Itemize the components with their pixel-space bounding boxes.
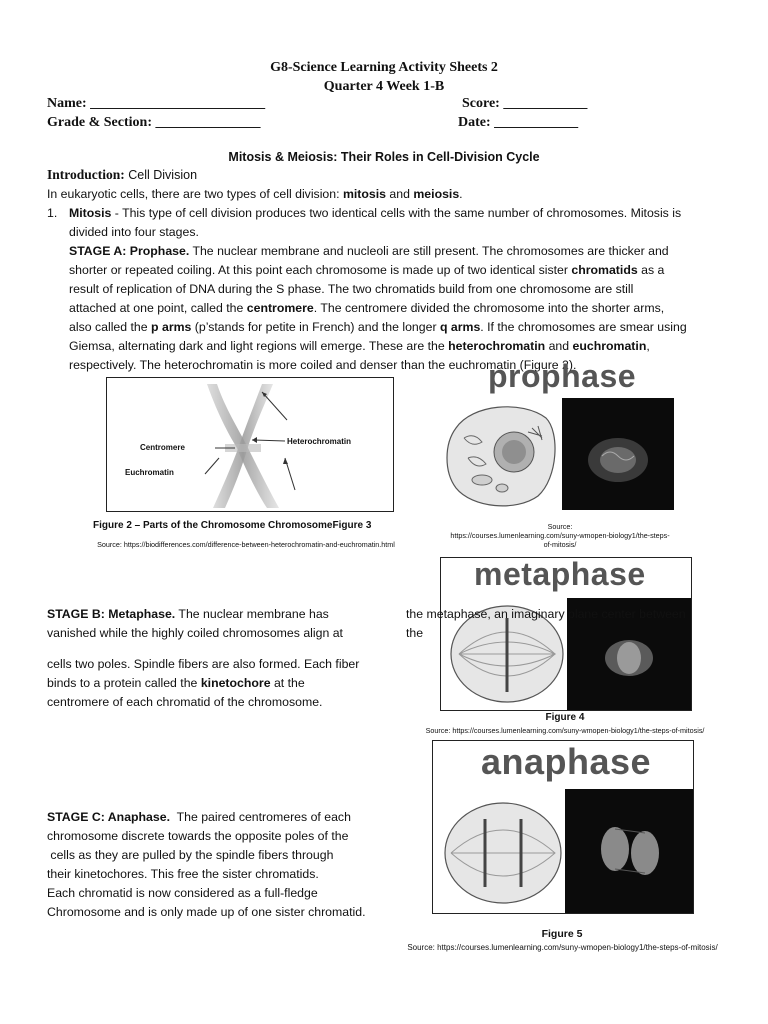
figure-2-caption: Figure 2 – Parts of the Chromosome ChromosomeFigure 3 xyxy=(93,520,372,531)
stage-c-line-4: their kinetochores. This free the sister chromatids. xyxy=(47,867,319,881)
anaphase-cell-svg xyxy=(441,793,565,911)
stage-a-text: . The centromere divided the chromosome into the shorter arms, xyxy=(313,301,665,315)
label-centromere: Centromere xyxy=(140,443,185,452)
stage-a-text: attached at one point, called the xyxy=(69,301,247,315)
stage-b-line-5: centromere of each chromatid of the chromosome. xyxy=(47,695,323,709)
metaphase-heading: metaphase xyxy=(474,557,646,592)
stage-a-line-2 xyxy=(69,261,727,280)
figure-3-source-l1: Source: xyxy=(547,522,573,531)
stage-b-line-3: cells two poles. Spindle fibers are also formed. Each fiber xyxy=(47,657,360,671)
mitosis-def: - This type of cell division produces two identical cells with the same number of chromosomes. Mitosis is xyxy=(111,206,682,220)
anaphase-micrograph-svg xyxy=(565,789,693,913)
stage-b-continued xyxy=(47,655,392,712)
stage-c-paragraph xyxy=(47,808,407,922)
term-heterochromatin: heterochromatin xyxy=(448,339,546,353)
stage-a-text: The nuclear membrane and nucleoli are still present. The chromosomes are thicker and xyxy=(189,244,669,258)
stage-a-text: and xyxy=(545,339,573,353)
stage-a-text: shorter or repeated coiling. At this point each chromosome is made up of two identical sister xyxy=(69,263,572,277)
stage-a-line-3: result of replication of DNA during the S phase. The two chromatids build from one chromosome are still xyxy=(69,282,634,296)
anaphase-heading: anaphase xyxy=(481,741,652,782)
anaphase-cell-drawing xyxy=(441,793,565,911)
term-p-arms: p arms xyxy=(151,320,192,334)
figure-4-source: Source: https://courses.lumenlearning.com/suny-wmopen-biology1/the-steps-of-mitosis/ xyxy=(425,726,705,735)
term-centromere: centromere xyxy=(246,301,314,315)
figure-4-caption: Figure 4 xyxy=(545,712,585,723)
date-field[interactable]: Date: ____________ xyxy=(458,115,579,130)
introduction-heading xyxy=(47,167,197,183)
stage-a-text: . If the chromosomes are smear using xyxy=(480,320,687,334)
stage-b-title: STAGE B: Metaphase. xyxy=(47,607,176,621)
term-kinetochore: kinetochore xyxy=(200,676,271,690)
stage-b-left xyxy=(47,605,392,643)
figure-2-source: Source: https://biodifferences.com/difference-between-heterochromatin-and-euchromatin.html xyxy=(97,540,395,549)
stage-b-right xyxy=(406,605,736,643)
figure-5-source: Source: https://courses.lumenlearning.com/suny-wmopen-biology1/the-steps-of-mitosis/ xyxy=(407,943,718,952)
prophase-heading: prophase xyxy=(488,358,637,394)
stage-b-text: binds to a protein called the xyxy=(47,676,201,690)
grade-section-field[interactable]: Grade & Section: _______________ xyxy=(47,115,261,130)
intro-paragraph xyxy=(47,185,737,204)
stage-c-line-6: Chromosome and is only made up of one sister chromatid. xyxy=(47,905,366,919)
term-mitosis-bold: Mitosis xyxy=(69,206,112,220)
sheet-title: G8-Science Learning Activity Sheets 2 xyxy=(270,60,498,75)
stage-b-right-line-1: the metaphase, an imaginary plane center between xyxy=(406,607,686,621)
stage-b-line-2: vanished while the highly coiled chromosomes align at xyxy=(47,626,343,640)
stage-b-text: The nuclear membrane has xyxy=(175,607,329,621)
stage-a-line-5 xyxy=(69,318,727,337)
intro-label: Introduction: xyxy=(47,167,125,182)
quarter-week: Quarter 4 Week 1-B xyxy=(323,79,445,94)
stage-c-line-1 xyxy=(47,808,407,827)
stage-a-line-7: respectively. The heterochromatin is more coiled and denser than the euchromatin (Figure 2). xyxy=(69,358,577,372)
figure-3-source-l2: https://courses.lumenlearning.com/suny-wmopen-biology1/the-steps- xyxy=(450,531,670,540)
stage-a-title: STAGE A: Prophase. xyxy=(69,244,190,258)
term-meiosis: meiosis xyxy=(413,187,460,201)
stage-c-line-3: cells as they are pulled by the spindle fibers through xyxy=(47,848,334,862)
stage-a-text: (p’stands for petite in French) and the longer xyxy=(191,320,440,334)
term-euchromatin: euchromatin xyxy=(572,339,647,353)
figure-5-anaphase xyxy=(432,740,694,914)
intro-and: and xyxy=(386,187,414,201)
intro-period: . xyxy=(459,187,463,201)
mitosis-line-1 xyxy=(69,204,727,223)
stage-c-text: The paired centromeres of each xyxy=(170,810,351,824)
term-chromatids: chromatids xyxy=(571,263,638,277)
figure-2-chromosome xyxy=(106,377,394,512)
name-field[interactable]: Name: _________________________ xyxy=(47,96,266,111)
label-heterochromatin: Heterochromatin xyxy=(287,437,352,446)
list-item-mitosis xyxy=(47,204,727,375)
prophase-cell-drawing xyxy=(442,398,560,510)
document-title: Mitosis & Meiosis: Their Roles in Cell-Division Cycle xyxy=(228,150,540,164)
figure-5-caption: Figure 5 xyxy=(541,928,583,940)
stage-b-line-4 xyxy=(47,674,392,693)
anaphase-micrograph xyxy=(565,789,693,913)
prophase-cell-svg xyxy=(442,398,560,510)
mitosis-line-2: divided into four stages. xyxy=(69,225,199,239)
stage-a-text: also called the xyxy=(69,320,152,334)
stage-a-line-1 xyxy=(69,242,727,261)
stage-a-line-6 xyxy=(69,337,727,356)
figure-3-source xyxy=(425,522,695,549)
label-euchromatin: Euchromatin xyxy=(125,468,174,477)
stage-c-line-5: Each chromatid is now considered as a full-fledge xyxy=(47,886,318,900)
score-field[interactable]: Score: ____________ xyxy=(462,96,588,111)
term-q-arms: q arms xyxy=(439,320,481,334)
stage-b-line-1 xyxy=(47,605,392,624)
intro-topic: Cell Division xyxy=(128,168,198,182)
term-mitosis: mitosis xyxy=(342,187,387,201)
stage-b-right-line-2: the xyxy=(406,626,424,640)
stage-a-text: , xyxy=(646,339,650,353)
stage-a-text: as a xyxy=(637,263,665,277)
prophase-micrograph xyxy=(562,398,674,510)
stage-a-text: Giemsa, alternating dark and light regions will emerge. These are the xyxy=(69,339,449,353)
intro-text: In eukaryotic cells, there are two types of cell division: xyxy=(47,187,343,201)
prophase-micrograph-svg xyxy=(562,398,674,510)
stage-c-title: STAGE C: Anaphase. xyxy=(47,810,170,824)
figure-3-source-l3: of-mitosis/ xyxy=(543,540,577,549)
stage-a-line-4 xyxy=(69,299,727,318)
list-number: 1. xyxy=(47,206,58,220)
stage-c-line-2: chromosome discrete towards the opposite poles of the xyxy=(47,829,349,843)
stage-b-text: at the xyxy=(270,676,305,690)
